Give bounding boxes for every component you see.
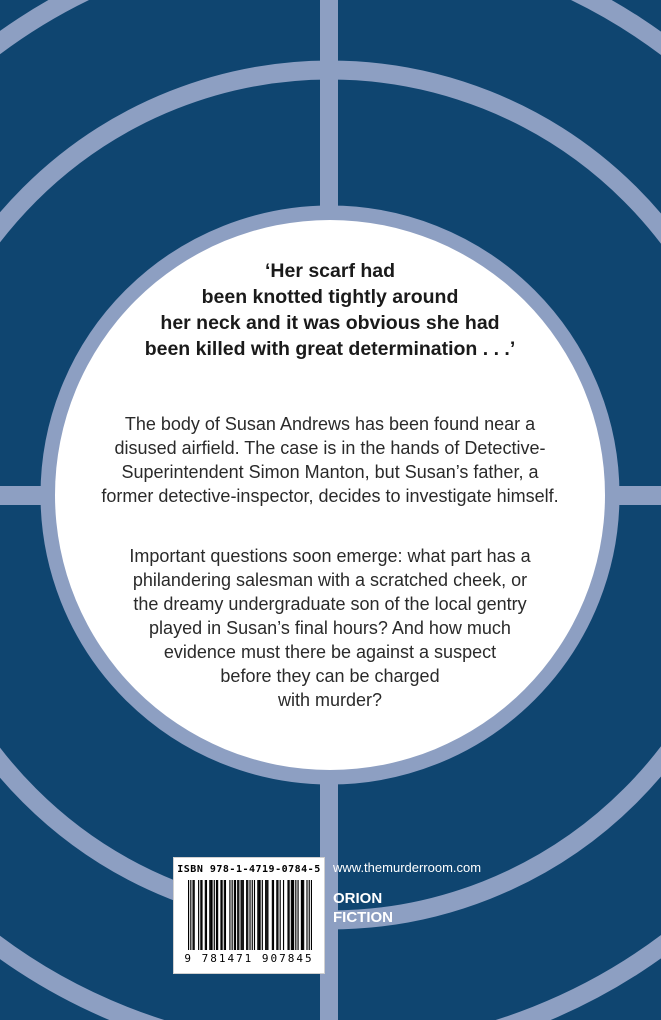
pull-quote (140, 258, 520, 362)
publisher-website-link[interactable]: www.themurderroom.com (333, 860, 482, 875)
pull-quote-line: ‘Her scarf had (264, 260, 396, 282)
barcode-bar (289, 880, 290, 950)
barcode-bar (277, 880, 278, 950)
barcode-bar (206, 880, 207, 950)
barcode-bar (246, 880, 247, 950)
barcode-bar (267, 880, 268, 950)
barcode-bar (262, 880, 263, 950)
barcode-bar (198, 880, 199, 950)
pull-quote-line: been knotted tightly around (201, 286, 459, 308)
publisher-imprint (333, 889, 533, 927)
isbn-label: ISBN 978-1-4719-0784-5 (177, 864, 321, 875)
imprint-line: FICTION (333, 909, 393, 926)
barcode-bar (201, 880, 202, 950)
barcode-bar (232, 880, 233, 950)
barcode-bar (237, 880, 238, 950)
barcode-bar (297, 880, 298, 950)
barcode-bar (220, 880, 221, 950)
barcode-bar (209, 880, 210, 950)
barcode-bars (188, 880, 312, 950)
blurb-line: evidence must there be against a suspect (163, 642, 497, 662)
barcode-bar (205, 880, 206, 950)
crosshair-left (0, 486, 55, 505)
barcode-bar (247, 880, 248, 950)
blurb-paragraph-2 (95, 544, 565, 712)
blurb-line: played in Susan’s final hours? And how much (149, 618, 511, 638)
barcode-bar (287, 880, 288, 950)
barcode-bar (302, 880, 303, 950)
barcode-bar (238, 880, 239, 950)
crosshair-top (320, 0, 338, 220)
publisher-info (333, 860, 533, 927)
barcode-bar (280, 880, 281, 950)
barcode-bar (291, 880, 292, 950)
barcode-bar (273, 880, 274, 950)
blurb-line: philandering salesman with a scratched cheek, or (132, 570, 528, 590)
barcode-bar (210, 880, 211, 950)
blurb-line: before they can be charged (220, 666, 440, 686)
barcode-bar (283, 880, 284, 950)
barcode-bar (258, 880, 259, 950)
barcode-bar (295, 880, 296, 950)
barcode-bar (292, 880, 293, 950)
barcode-bar (222, 880, 223, 950)
barcode-bar (194, 880, 195, 950)
barcode-bar (214, 880, 215, 950)
barcode-bar (192, 880, 193, 950)
barcode-bar (257, 880, 258, 950)
blurb-line: The body of Susan Andrews has been found near a (124, 414, 536, 434)
barcode-bar (265, 880, 266, 950)
barcode-bar (266, 880, 267, 950)
barcode-bar (309, 880, 310, 950)
blurb-line: former detective-inspector, decides to investigate himself. (101, 486, 559, 506)
barcode-bar (301, 880, 302, 950)
blurb-line: disused airfield. The case is in the hands of Detective- (114, 438, 546, 458)
barcode-bar (234, 880, 235, 950)
barcode-bar (200, 880, 201, 950)
barcode-bar (243, 880, 244, 950)
barcode-bar (225, 880, 226, 950)
barcode-bar (188, 880, 189, 950)
barcode-bar (216, 880, 217, 950)
barcode-bar (241, 880, 242, 950)
barcode-bar (190, 880, 191, 950)
pull-quote-line: her neck and it was obvious she had (160, 312, 500, 334)
barcode-bar (217, 880, 218, 950)
barcode-bar (306, 880, 307, 950)
barcode-bar (293, 880, 294, 950)
barcode-bar (229, 880, 230, 950)
pull-quote-line: been killed with great determination . . .’ (144, 338, 516, 360)
barcode-bar (211, 880, 212, 950)
crosshair-right (605, 486, 661, 505)
barcode-bar (254, 880, 255, 950)
blurb-line: Superintendent Simon Manton, but Susan’s father, a (121, 462, 539, 482)
barcode-bar (249, 880, 250, 950)
blurb-line: with murder? (277, 690, 383, 710)
barcode-bar (252, 880, 253, 950)
barcode-bar (259, 880, 260, 950)
barcode-bar (276, 880, 277, 950)
barcode-bar (272, 880, 273, 950)
barcode-bar (224, 880, 225, 950)
blurb-line: Important questions soon emerge: what part has a (129, 546, 531, 566)
barcode-bar (242, 880, 243, 950)
blurb-paragraph-1 (95, 412, 565, 508)
blurb-line: the dreamy undergraduate son of the local gentry (133, 594, 527, 614)
barcode-box (173, 857, 325, 974)
barcode-bar (235, 880, 236, 950)
barcode-bar (303, 880, 304, 950)
imprint-line: ORION (333, 890, 383, 907)
barcode-bar (311, 880, 312, 950)
barcode-digits: 9 781471 907845 (184, 952, 314, 965)
